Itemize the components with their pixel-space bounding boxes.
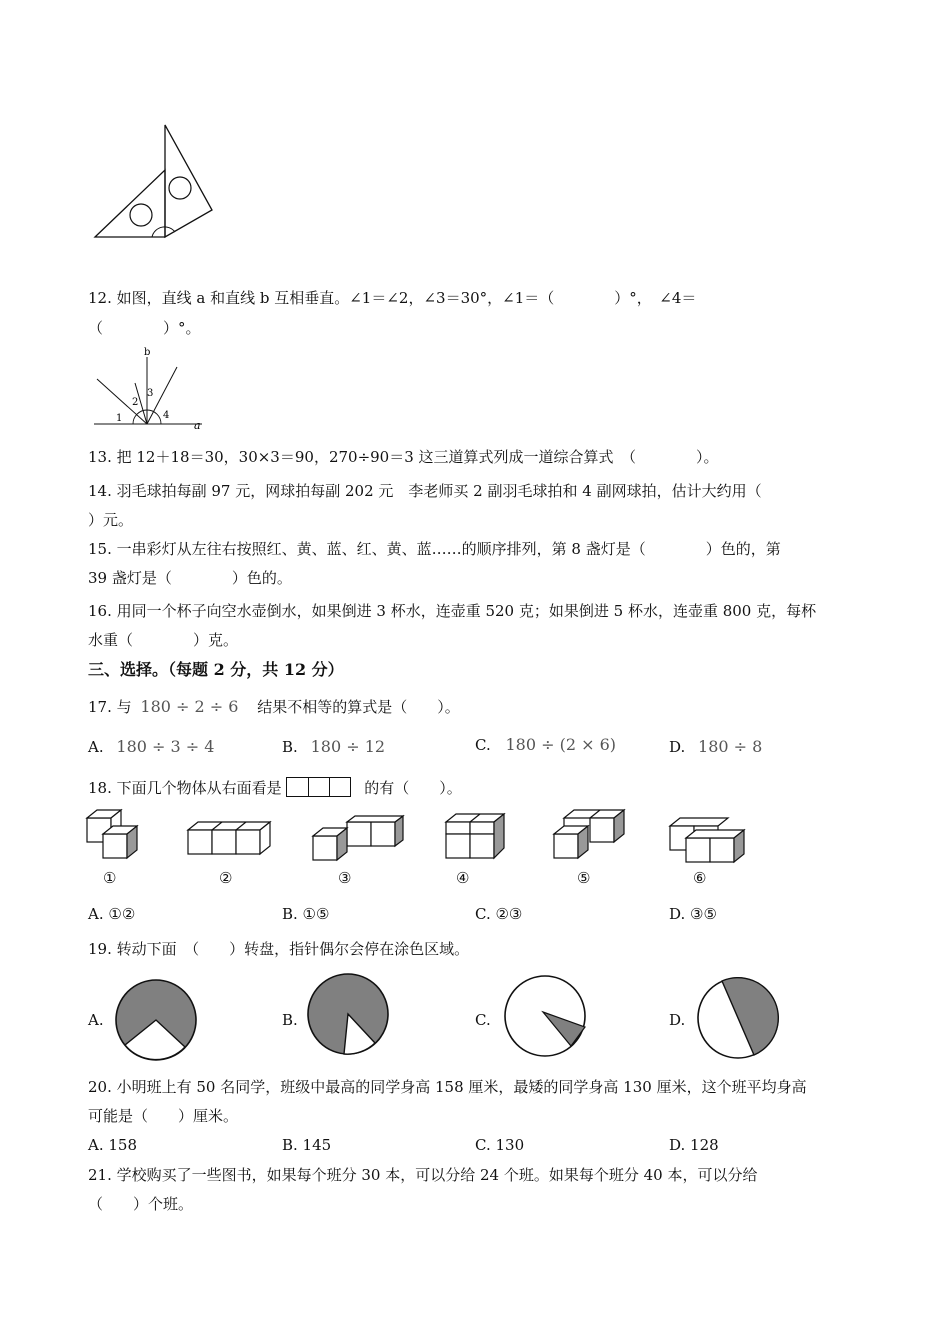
q17-stem <box>88 697 460 717</box>
q18-option-b[interactable]: B. ①⑤ <box>282 905 330 923</box>
q19-option-a-label[interactable]: A. <box>88 1011 104 1029</box>
q17-suffix: 结果不相等的算式是（ ）。 <box>257 698 460 716</box>
q17-prefix: 17. 与 <box>88 698 132 716</box>
cube-label-2: ② <box>219 869 233 887</box>
q20-option-a[interactable]: A. 158 <box>88 1136 137 1154</box>
q21-line1: 21. 学校购买了一些图书，如果每个班分 30 本，可以分给 24 个班。如果每个班分 40 本，可以分给 <box>88 1166 758 1184</box>
q14-line2: ）元。 <box>88 511 134 529</box>
cube-figure-5 <box>552 808 632 868</box>
option-expression: 180 ÷ 3 ÷ 4 <box>116 737 215 756</box>
option-expression: 180 ÷ 12 <box>310 737 386 756</box>
q16-line1: 16. 用同一个杯子向空水壶倒水，如果倒进 3 杯水，连壶重 520 克；如果倒进 5 杯水，连壶重 800 克，每杯 <box>88 602 817 620</box>
q20-option-d[interactable]: D. 128 <box>669 1136 719 1154</box>
cube-figure-4 <box>444 812 514 872</box>
label-a: a <box>194 419 201 432</box>
option-expression: 180 ÷ 8 <box>698 737 763 756</box>
cube-figure-2 <box>186 818 276 868</box>
angle-label-3: 3 <box>147 388 154 399</box>
cube-figure-3 <box>311 816 411 866</box>
q20-line1: 20. 小明班上有 50 名同学，班级中最高的同学身高 158 厘米，最矮的同学身高 130 厘米，这个班平均身高 <box>88 1078 807 1096</box>
triangles-figure <box>90 122 220 247</box>
angle-label-1: 1 <box>116 413 123 424</box>
option-label: D. <box>669 738 686 756</box>
q18-option-a[interactable]: A. ①② <box>88 905 136 923</box>
q17-option-c[interactable] <box>475 735 616 755</box>
q16-line2: 水重（ ）克。 <box>88 631 239 649</box>
spinner-c[interactable] <box>503 974 587 1058</box>
q18-prefix: 18. 下面几个物体从右面看是 <box>88 779 282 797</box>
q17-expression: 180 ÷ 2 ÷ 6 <box>140 697 239 716</box>
q19-option-c-label[interactable]: C. <box>475 1011 491 1029</box>
option-label: A. <box>88 738 104 756</box>
cube-label-1: ① <box>103 869 117 887</box>
q20-option-c[interactable]: C. 130 <box>475 1136 525 1154</box>
q20-option-b[interactable]: B. 145 <box>282 1136 332 1154</box>
option-label: C. <box>475 736 491 754</box>
q13-text: 13. 把 12＋18＝30，30×3＝90，270÷90＝3 这三道算式列成一道综合算式 （ ）。 <box>88 448 719 466</box>
cube-label-3: ③ <box>338 869 352 887</box>
option-expression: 180 ÷ (2 × 6) <box>505 735 617 754</box>
q18-stem <box>88 777 462 798</box>
q17-option-b[interactable] <box>282 737 385 757</box>
q21-line2: （ ）个班。 <box>88 1195 194 1213</box>
q17-option-d[interactable] <box>669 737 762 757</box>
cube-label-5: ⑤ <box>577 869 591 887</box>
q19-option-b-label[interactable]: B. <box>282 1011 298 1029</box>
angle-label-4: 4 <box>163 410 170 421</box>
angle-figure <box>92 347 212 432</box>
cube-label-4: ④ <box>456 869 470 887</box>
q18-option-c[interactable]: C. ②③ <box>475 905 523 923</box>
q14-line1: 14. 羽毛球拍每副 97 元，网球拍每副 202 元 李老师买 2 副羽毛球拍和 4 副网球拍，估计大约用（ <box>88 482 762 500</box>
label-b: b <box>144 347 151 358</box>
option-label: B. <box>282 738 298 756</box>
section-3-heading: 三、选择。（每题 2 分，共 12 分） <box>88 660 344 679</box>
q12-line2: （ ）°。 <box>88 319 201 337</box>
q17-option-a[interactable] <box>88 737 214 757</box>
q15-line1: 15. 一串彩灯从左往右按照红、黄、蓝、红、黄、蓝……的顺序排列，第 8 盏灯是（ ）色的，第 <box>88 540 781 558</box>
cube-label-6: ⑥ <box>693 869 707 887</box>
cube-figure-6 <box>668 816 758 876</box>
spinner-d[interactable] <box>696 976 780 1060</box>
angle-label-2: 2 <box>132 397 139 408</box>
q12-line1: 12. 如图，直线 a 和直线 b 互相垂直。∠1＝∠2，∠3＝30°，∠1＝（ ）°， ∠4＝ <box>88 289 697 307</box>
q19-option-d-label[interactable]: D. <box>669 1011 686 1029</box>
spinner-b[interactable] <box>306 972 390 1056</box>
q15-line2: 39 盏灯是（ ）色的。 <box>88 569 292 587</box>
three-square-view <box>286 777 351 797</box>
q18-suffix: 的有（ ）。 <box>364 779 462 797</box>
q18-option-d[interactable]: D. ③⑤ <box>669 905 717 923</box>
q20-line2: 可能是（ ）厘米。 <box>88 1107 239 1125</box>
q19-text: 19. 转动下面 （ ）转盘，指针偶尔会停在涂色区域。 <box>88 940 470 958</box>
cube-figure-1 <box>85 808 155 868</box>
spinner-a[interactable] <box>114 978 198 1062</box>
